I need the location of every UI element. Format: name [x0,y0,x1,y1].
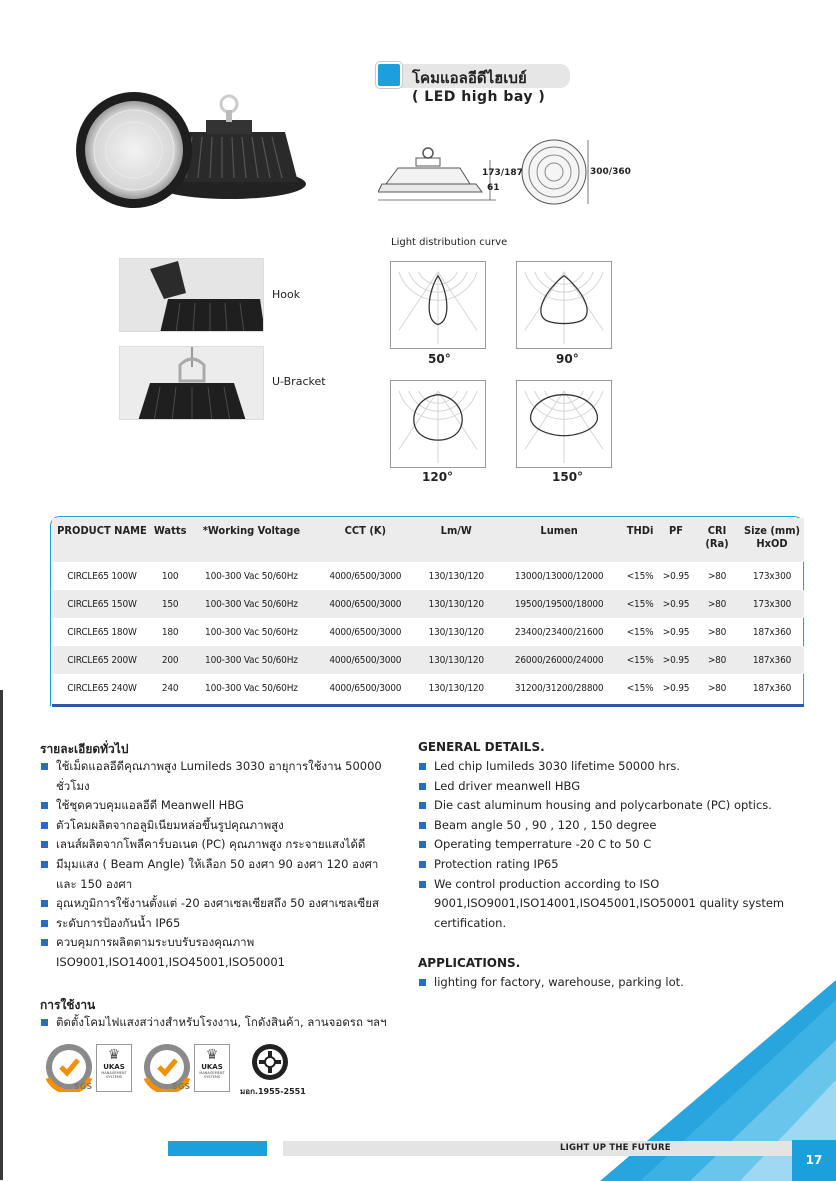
applications-heading: APPLICATIONS. [418,956,521,970]
th-cri: CRI (Ra) [705,524,729,550]
table-cell: 130/130/120 [428,570,484,582]
u-bracket-label: U-Bracket [272,375,326,388]
ukas-text: UKAS [103,1063,125,1071]
table-cell: >0.95 [662,682,690,694]
ukas-sub-text-2: MANAGEMENT SYSTEMS [199,1071,225,1079]
table-cell: CIRCLE65 100W [67,570,137,582]
table-cell: 130/130/120 [428,654,484,666]
table-cell: 187x360 [752,682,792,694]
table-cell: 100 [161,570,179,582]
table-row [52,674,804,702]
polar-curve-120 [390,380,486,468]
ukas-text-2: UKAS [201,1063,223,1071]
list-item: We control production according to ISO 9001,ISO9001,ISO14001,ISO45001,ISO50001 quality system certification. [418,875,788,934]
details-thai-heading: รายละเอียดทั่วไป [40,742,129,756]
hook-label: Hook [272,288,301,301]
th-product-name: PRODUCT NAME [57,524,147,537]
th-voltage: *Working Voltage [202,524,301,537]
th-lumen: Lumen [540,524,578,537]
table-row [52,590,804,618]
table-cell: 19500/19500/18000 [514,598,604,610]
product-title-english: ( LED high bay ) [412,89,546,105]
table-cell: 240 [161,682,179,694]
angle-120-label: 120° [422,470,454,484]
page-number: 17 [792,1140,836,1181]
table-cell: 13000/13000/12000 [514,570,604,582]
table-cell: >80 [707,654,727,666]
usage-thai-list [40,1013,420,1033]
table-cell: 187x360 [752,626,792,638]
th-size: Size (mm) HxOD [743,524,801,550]
table-cell: 26000/26000/24000 [514,654,604,666]
list-item: Die cast aluminum housing and polycarbonate (PC) optics. [418,796,788,816]
table-cell: 100-300 Vac 50/60Hz [205,654,298,666]
angle-150-label: 150° [552,470,584,484]
details-english-heading: GENERAL DETAILS. [418,740,545,754]
details-english-list [418,757,788,933]
polar-curve-50 [390,261,486,349]
th-pf: PF [669,524,684,537]
list-item: Led driver meanwell HBG [418,777,788,797]
table-cell: 100-300 Vac 50/60Hz [205,570,298,582]
table-cell: >80 [707,570,727,582]
table-cell: CIRCLE65 180W [67,626,137,638]
usage-thai-heading: การใช้งาน [40,998,96,1012]
table-header-row [52,518,804,562]
product-title [376,62,570,92]
table-cell: <15% [626,654,654,666]
list-item: ควบคุมการผลิตตามระบบรับรองคุณภาพ ISO9001,ISO14001,ISO45001,ISO50001 [40,933,402,972]
table-cell: >80 [707,626,727,638]
sgs-text: SGS [74,1082,93,1091]
table-cell: 100-300 Vac 50/60Hz [205,626,298,638]
dimension-height: 173/187 [482,168,523,178]
sgs-text-2: SGS [172,1082,191,1091]
table-cell: 23400/23400/21600 [514,626,604,638]
th-watts: Watts [153,524,187,537]
list-item: ระดับการป้องกันน้ำ IP65 [40,914,402,934]
footer-blue-bar [168,1141,267,1156]
table-cell: 4000/6500/3000 [329,654,402,666]
product-title-thai: โคมแอลอีดีไฮเบย์ [412,69,527,87]
polar-curve-150 [516,380,612,468]
list-item: Protection rating IP65 [418,855,788,875]
tis-mark-icon [250,1042,290,1082]
table-cell: CIRCLE65 200W [67,654,137,666]
dimension-base: 61 [487,183,500,193]
angle-50-label: 50° [428,352,451,366]
footer-tagline: LIGHT UP THE FUTURE [560,1143,671,1153]
table-cell: 180 [161,626,179,638]
table-cell: >80 [707,682,727,694]
table-cell: <15% [626,570,654,582]
list-item: เลนส์ผลิตจากโพลีคาร์บอเนต (PC) คุณภาพสูง กระจายแสงได้ดี [40,835,402,855]
th-thdi: THDi [626,524,654,537]
left-edge-strip [0,690,3,1180]
table-cell: 31200/31200/28800 [514,682,604,694]
u-bracket-photo [119,346,264,420]
ukas-badge-2 [194,1044,230,1092]
table-cell: <15% [626,682,654,694]
table-cell: <15% [626,598,654,610]
table-cell: 100-300 Vac 50/60Hz [205,598,298,610]
title-square-icon [376,62,402,88]
list-item: ใช้เม็ดแอลอีดีคุณภาพสูง Lumileds 3030 อายุการใช้งาน 50000 ชั่วโมง [40,757,402,796]
table-cell: <15% [626,626,654,638]
tis-standard-text: มอก.1955-2551 [240,1087,306,1096]
table-cell: CIRCLE65 150W [67,598,137,610]
table-cell: 130/130/120 [428,598,484,610]
ukas-sub-text: MANAGEMENT SYSTEMS [101,1071,127,1079]
table-row [52,646,804,674]
table-cell: 4000/6500/3000 [329,682,402,694]
table-cell: 4000/6500/3000 [329,626,402,638]
crown-icon-2: ♛ [205,1047,219,1063]
table-row [52,618,804,646]
list-item: lighting for factory, warehouse, parking lot. [418,973,788,993]
table-cell: 4000/6500/3000 [329,570,402,582]
product-photo [70,92,310,217]
table-cell: 187x360 [752,654,792,666]
crown-icon: ♛ [107,1047,121,1063]
table-cell: >0.95 [662,654,690,666]
dimension-diameter: 300/360 [590,167,631,177]
th-lmw: Lm/W [440,524,472,537]
spec-table [52,518,804,702]
table-cell: >0.95 [662,626,690,638]
list-item: Beam angle 50 , 90 , 120 , 150 degree [418,816,788,836]
table-row [52,562,804,590]
applications-list [418,973,788,993]
th-cct: CCT (K) [344,524,387,537]
angle-90-label: 90° [556,352,579,366]
table-cell: 130/130/120 [428,682,484,694]
table-underline [52,704,804,707]
list-item: มีมุมแสง ( Beam Angle) ให้เลือก 50 องศา 90 องศา 120 องศา และ 150 องศา [40,855,402,894]
table-cell: 150 [161,598,179,610]
footer-gray-bar [283,1141,792,1156]
list-item: Operating temperrature -20 C to 50 C [418,835,788,855]
table-cell: CIRCLE65 240W [67,682,137,694]
table-cell: >0.95 [662,598,690,610]
table-cell: 100-300 Vac 50/60Hz [205,682,298,694]
light-distribution-title: Light distribution curve [391,237,508,248]
table-cell: >0.95 [662,570,690,582]
table-cell: >80 [707,598,727,610]
table-cell: 130/130/120 [428,626,484,638]
table-cell: 4000/6500/3000 [329,598,402,610]
table-cell: 173x300 [752,598,792,610]
list-item: ตัวโคมผลิตจากอลูมิเนียมหล่อขึ้นรูปคุณภาพสูง [40,816,402,836]
list-item: อุณหภูมิการใช้งานตั้งแต่ -20 องศาเซลเซียสถึง 50 องศาเซลเซียส [40,894,402,914]
ukas-badge [96,1044,132,1092]
table-cell: 173x300 [752,570,792,582]
details-thai-list [40,757,402,973]
list-item: ใช้ชุดควบคุมแอลอีดี Meanwell HBG [40,796,402,816]
list-item: ติดตั้งโคมไฟแสงสว่างสำหรับโรงงาน, โกดังสินค้า, ลานจอดรถ ฯลฯ [40,1013,420,1033]
polar-curve-90 [516,261,612,349]
list-item: Led chip lumileds 3030 lifetime 50000 hrs. [418,757,788,777]
hook-photo [119,258,264,332]
table-cell: 200 [161,654,179,666]
